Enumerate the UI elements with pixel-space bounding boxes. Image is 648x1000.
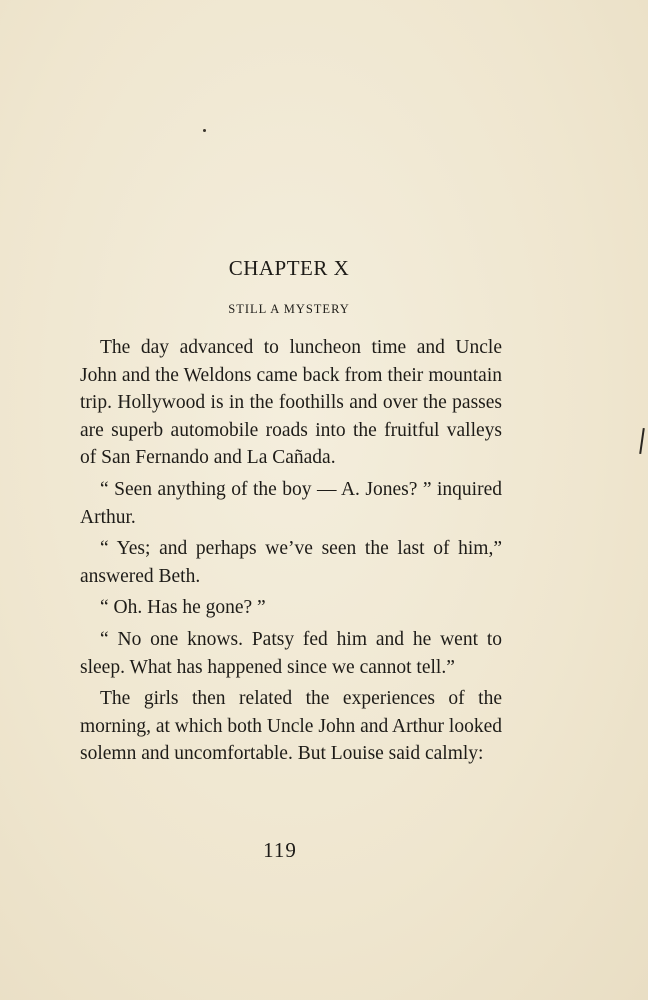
page-number: 119 bbox=[263, 838, 297, 862]
page-edge-mark bbox=[639, 428, 645, 454]
chapter-title: CHAPTER X bbox=[228, 256, 350, 280]
ink-speck bbox=[203, 129, 206, 132]
chapter-subtitle: STILL A MYSTERY bbox=[228, 302, 350, 316]
paragraph: The girls then related the experiences of the morning, at which both Uncle John and Arthur looked solemn and uncomfortable. But Louise said calmly: bbox=[80, 688, 502, 765]
paragraph: “ No one knows. Patsy fed him and he went to sleep. What has happened since we cannot tell.” bbox=[80, 628, 502, 678]
paragraph: “ Oh. Has he gone? ” bbox=[100, 597, 266, 619]
paragraph: “ Seen anything of the boy — A. Jones? ” inquired Arthur. bbox=[80, 478, 502, 528]
paragraph: The day advanced to luncheon time and Uncle John and the Weldons came back from their mountain trip. Hollywood is in the foothills and over the passes are superb automobile roads into the fruitful valleys of San Fernando and La Cañada. bbox=[80, 337, 502, 469]
chapter-body bbox=[80, 334, 502, 772]
paragraph: “ Yes; and perhaps we’ve seen the last of him,” answered Beth. bbox=[80, 538, 502, 587]
